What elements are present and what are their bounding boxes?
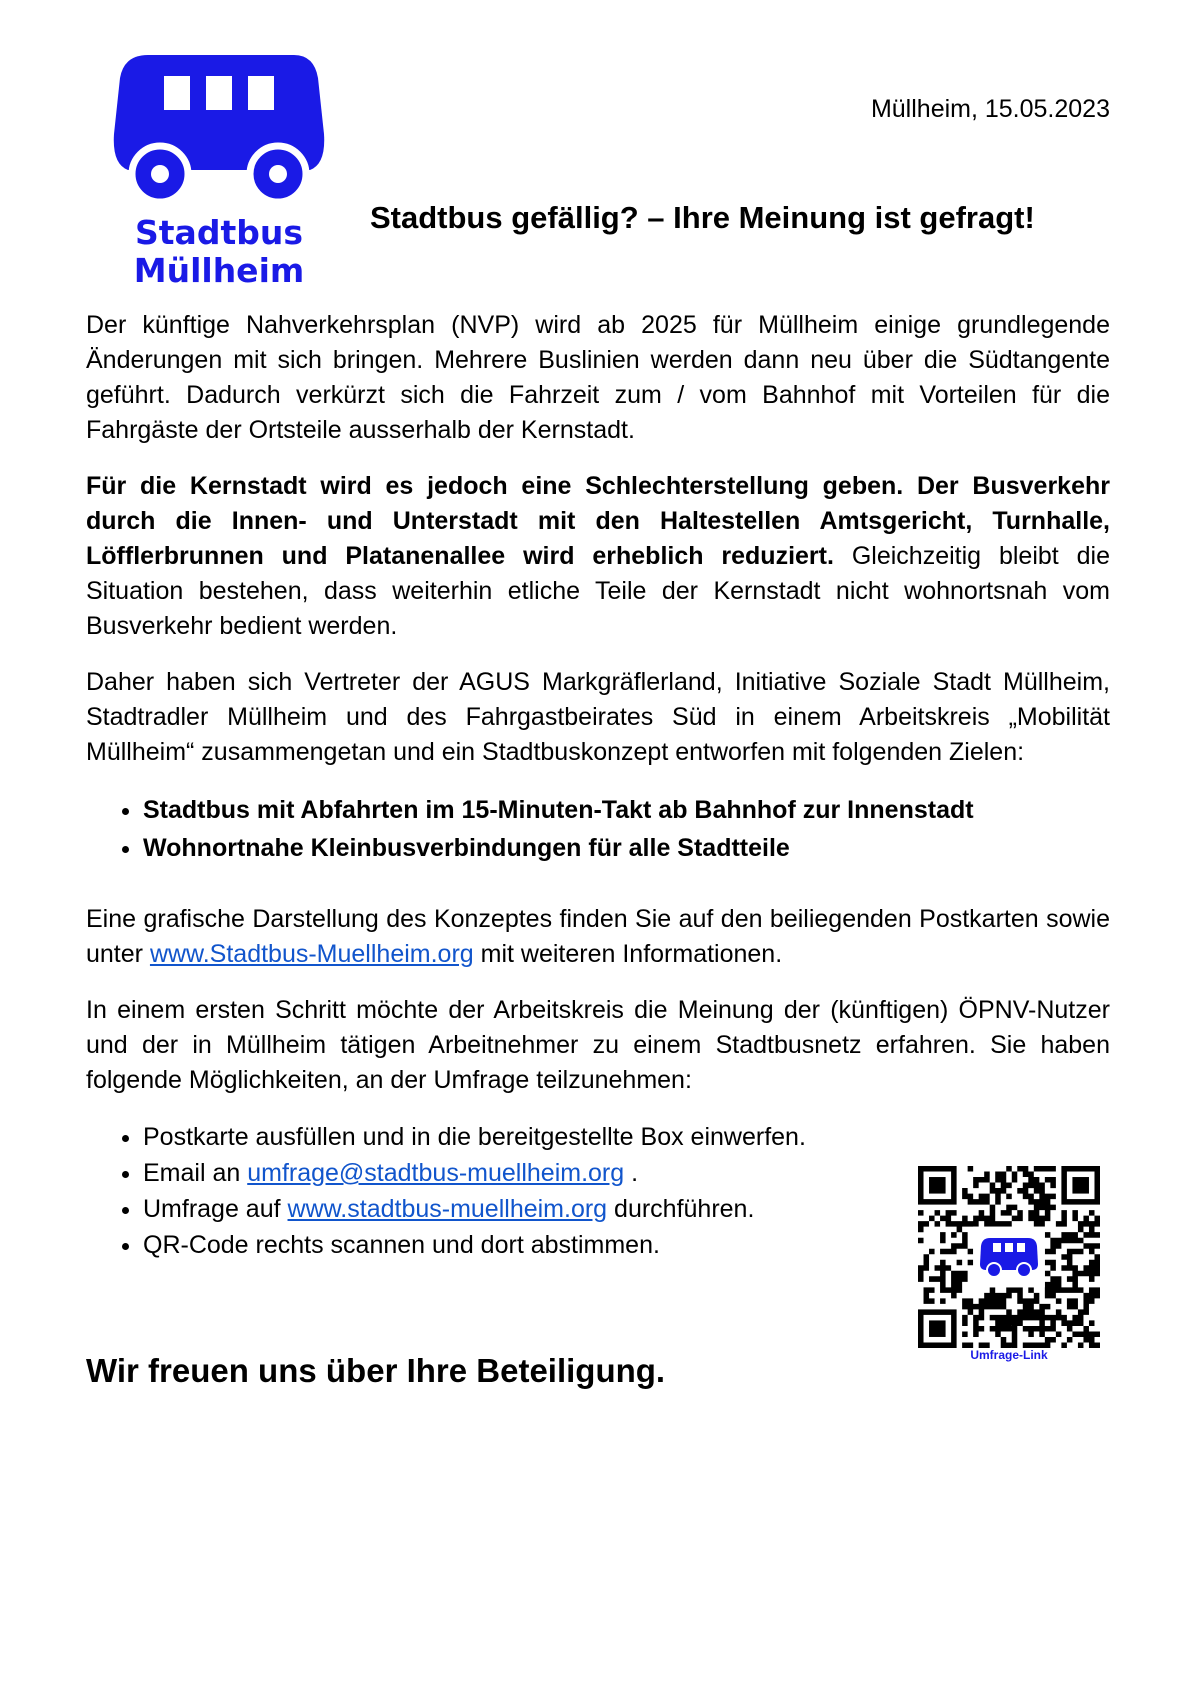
participation-options	[86, 1119, 1003, 1263]
paragraph-arbeitskreis: Daher haben sich Vertreter der AGUS Markgräflerland, Initiative Soziale Stadt Müllheim, Stadtradler Müllheim und des Fahrgastbeirates Süd in einem Arbeitskreis „Mobilität Müllheim“ zusammengetan und ein Stadtbuskonzept entworfen mit folgenden Zielen:	[86, 668, 1110, 766]
letter-date: Müllheim, 15.05.2023	[870, 95, 1110, 123]
logo-text-stadtbus: Stadtbus	[135, 213, 303, 252]
goals-list	[86, 791, 1110, 867]
option-website-end: durchführen.	[607, 1195, 755, 1223]
website-link[interactable]: www.Stadtbus-Muellheim.org	[149, 940, 474, 968]
qr-code[interactable]	[918, 1166, 1100, 1366]
goal-item: • Stadtbus mit Abfahrten im 15-Minuten-Takt ab Bahnhof zur Innenstadt	[143, 791, 1110, 829]
option-qr: • QR-Code rechts scannen und dort abstimmen.	[143, 1227, 1003, 1263]
stadtbus-logo	[108, 52, 330, 292]
paragraph-postkarten-text: Eine grafische Darstellung des Konzeptes finden Sie auf den beiliegenden Postkarten sowie unter	[86, 905, 1110, 968]
option-postkarte: • Postkarte ausfüllen und in die bereitgestellte Box einwerfen.	[143, 1119, 1003, 1155]
option-email-end: .	[624, 1159, 639, 1187]
qr-caption: Umfrage-Link	[970, 1348, 1048, 1362]
paragraph-umfrage: In einem ersten Schritt möchte der Arbeitskreis die Meinung der (künftigen) ÖPNV-Nutzer und der in Müllheim tätigen Arbeitnehmer zu einem Stadtbusnetz erfahren. Sie haben folgende Möglichkeiten, an der Umfrage teilzunehmen:	[86, 996, 1110, 1094]
closing-line: Wir freuen uns über Ihre Beteiligung.	[86, 1352, 666, 1389]
paragraph-nvp: Der künftige Nahverkehrsplan (NVP) wird ab 2025 für Müllheim einige grundlegende Änderungen mit sich bringen. Mehrere Buslinien werden dann neu über die Südtangente geführt. Dadurch verkürzt sich die Fahrzeit zum / vom Bahnhof mit Vorteilen für die Fahrgäste der Ortsteile ausserhalb der Kernstadt.	[86, 311, 1110, 444]
email-link[interactable]: umfrage@stadtbus-muellheim.org	[247, 1159, 625, 1187]
goal-item: • Wohnortnahe Kleinbusverbindungen für alle Stadtteile	[143, 829, 1110, 867]
page-title: Stadtbus gefällig? – Ihre Meinung ist gefragt!	[370, 200, 1035, 235]
survey-link[interactable]: www.stadtbus-muellheim.org	[287, 1195, 608, 1223]
qr-code-icon	[918, 1166, 1100, 1348]
option-email-text: Email an	[143, 1159, 248, 1187]
paragraph-kernstadt-rest: Gleichzeitig bleibt die Situation bestehen, dass weiterhin etliche Teile der Kernstadt nicht wohnortsnah vom Busverkehr bedient werden.	[86, 542, 1110, 640]
paragraph-kernstadt-bold: Für die Kernstadt wird es jedoch eine Schlechterstellung geben. Der Busverkehr durch die Innen- und Unterstadt mit den Haltestellen Amtsgericht, Turnhalle, Löfflerbrunnen und Platanenallee wird erheblich reduziert.	[86, 472, 1110, 570]
option-website-text: Umfrage auf	[143, 1195, 288, 1223]
letter-body	[86, 308, 1110, 1284]
logo-text-muellheim: Müllheim	[133, 251, 305, 290]
bus-icon	[108, 52, 330, 214]
qr-bus-icon	[973, 1227, 1045, 1288]
option-email	[143, 1155, 1003, 1191]
paragraph-postkarten	[86, 902, 1110, 972]
option-website	[143, 1191, 1003, 1227]
paragraph-postkarten-end: mit weiteren Informationen.	[473, 940, 783, 968]
paragraph-kernstadt	[86, 469, 1110, 644]
